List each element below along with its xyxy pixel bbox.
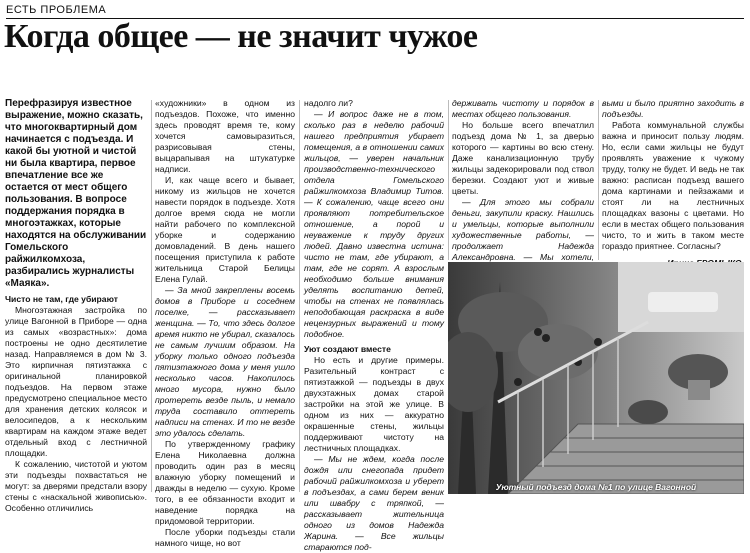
- headline: Когда общее — не значит чужое: [4, 18, 478, 55]
- paragraph: Но есть и другие примеры. Разительный контраст с пятиэтажкой — подъезды в двух двухэтажных домах старой застройки на этой же улице. В одном из них — аккуратно окрашенные стены, жильцы поддерживают чистоту на лестничных площадках.: [304, 355, 444, 453]
- column-divider: [151, 100, 152, 492]
- subheading-clean: Чисто не там, где убирают: [5, 294, 118, 304]
- photo-caption: Уютный подъезд дома №1 по улице Вагонной: [495, 482, 697, 492]
- subheading-comfort: Уют создают вместе: [304, 344, 391, 354]
- paragraph: Но больше всего впечатлил подъезд дома № 1, за дверью которого — картины во всю стену. Даже канализационную трубу жильцы задекорировали под ствол березки. Создают уют и живые цветы.: [452, 120, 594, 196]
- paragraph: «художники» в одном из подъездов. Похоже, что именно здесь проводят время те, кому хочется самовыразиться, разрисовывая стены, выцарапывая на штукатурке надписи.: [155, 98, 295, 174]
- column-3: [304, 98, 444, 553]
- column-divider: [299, 100, 300, 492]
- paragraph: По утвержденному графику Елена Николаевна должна проводить один раз в месяц влажную уборку помещений и дважды в неделю — сухую. Кроме того, в ее обязанности входит и наведение порядка на придомовой территории.: [155, 439, 295, 526]
- paragraph: К сожалению, чистотой и уютом эти подъезды похвастаться не могут: за дверями предстали взору стены с «наскальной живописью». Особенно отличились: [5, 459, 147, 513]
- column-divider: [448, 100, 449, 260]
- quote-paragraph: — Мы не ждем, когда после дождя или снегопада придет рабочий райжилкомхоза и уберет в подъездах, а сами берем веник или швабру с тряпкой, — рассказывает жительница одного из домов Надежда Жарина. — Все жильцы стараются под-: [304, 454, 444, 552]
- lead-paragraph: Перефразируя известное выражение, можно сказать, что многоквартирный дом начинается с подъезда. И какой бы уютной и чистой ни была квартира, первое впечатление все же остается от мест общего пользования. В вопросе поддержания порядка в многоэтажках, которые находятся на обслуживании Гомельского райжилкомхоза, разбирались журналисты «Маяка».: [5, 98, 147, 289]
- paragraph: После уборки подъезды стали намного чище, но вот: [155, 527, 295, 548]
- stairwell-photo: [448, 262, 744, 494]
- quote-paragraph: — За мной закреплены восемь домов в Приборе и соседнем поселке, — рассказывает женщина. — То, что здесь долгое время никто не убирал, сказалось не самым лучшим образом. На уборку только одного подъезда пятиэтажного дома у меня ушло несколько часов. Накопилось много мусора, нужно было протереть везде пыль, и немало труда составило оттереть надписи на стенах. И то не везде это удалось сделать.: [155, 285, 295, 438]
- quote-paragraph: — Для этого мы собрали деньги, закупили краску. Нашлись и умельцы, которые выполнили художественные работы, — продолжает Надежда Александровна. — Мы хотели,: [452, 197, 594, 262]
- column-divider: [598, 100, 599, 260]
- column-5: [602, 98, 744, 280]
- quote-paragraph: держивать чистоту и порядок в местах общего пользования.: [452, 98, 594, 119]
- quote-paragraph: — И вопрос даже не в том, сколько раз в неделю рабочий нашего предприятия убирает помещения, а в отношении самих жильцов, — уверен начальник производственно-технического отдела Гомельского райжилкомхоза Владимир Титов. — К сожалению, чаще всего они проявляют потребительское отношение, а порой и неуважение к труду других людей. Давно известна истина: чисто не там, где убирают, а там, где не сорят. А взрослым необходимо больше внимания уделять воспитанию детей, чтобы на стенах не появлялась неподобающая раскраска в виде нецензурных выражений и тому подобное.: [304, 109, 444, 339]
- paragraph: И, как чаще всего и бывает, никому из жильцов не хочется навести порядок в подъезде. Хотя долгое время сюда не могли найти рабочего по комплексной уборке и содержанию домовладений. В день нашего посещения приступила к работе жительница Старой Белицы Елена Гулай.: [155, 175, 295, 284]
- rubric: ЕСТЬ ПРОБЛЕМА: [6, 4, 107, 16]
- quote-paragraph: выми и было приятно заходить в подъезды.: [602, 98, 744, 119]
- column-4: [452, 98, 594, 274]
- paragraph: надолго ли?: [304, 98, 353, 108]
- paragraph: Работа коммунальной службы важна и приносит пользу людям. Но, если сами жильцы не будут проявлять уважение к чужому труду, толку не будет. И ведь не так важно: расписан подъезд вашего дома картинами и пейзажами и стоят ли на лестничных площадках вазоны с цветами. Но если в местах общего пользования чисто, то и жить в таком месте гораздо приятнее. Согласны?: [602, 120, 744, 251]
- column-1: [5, 98, 147, 514]
- stairwell-illustration: [448, 262, 744, 494]
- column-2: [155, 98, 295, 549]
- paragraph: Многоэтажная застройка по улице Вагонной в Приборе — одна из самых «возрастных»: дома построены не одно десятилетие назад. Направляемся в дом № 3. Это кирпичная пятиэтажка с оригинальной планировкой подъездов. На первом этаже предусмотрено специальное место для хранения детских колясок и велосипедов, а к нескольким квартирам на каждом этаже ведет отдельный вход с лестничной площадки.: [5, 305, 147, 458]
